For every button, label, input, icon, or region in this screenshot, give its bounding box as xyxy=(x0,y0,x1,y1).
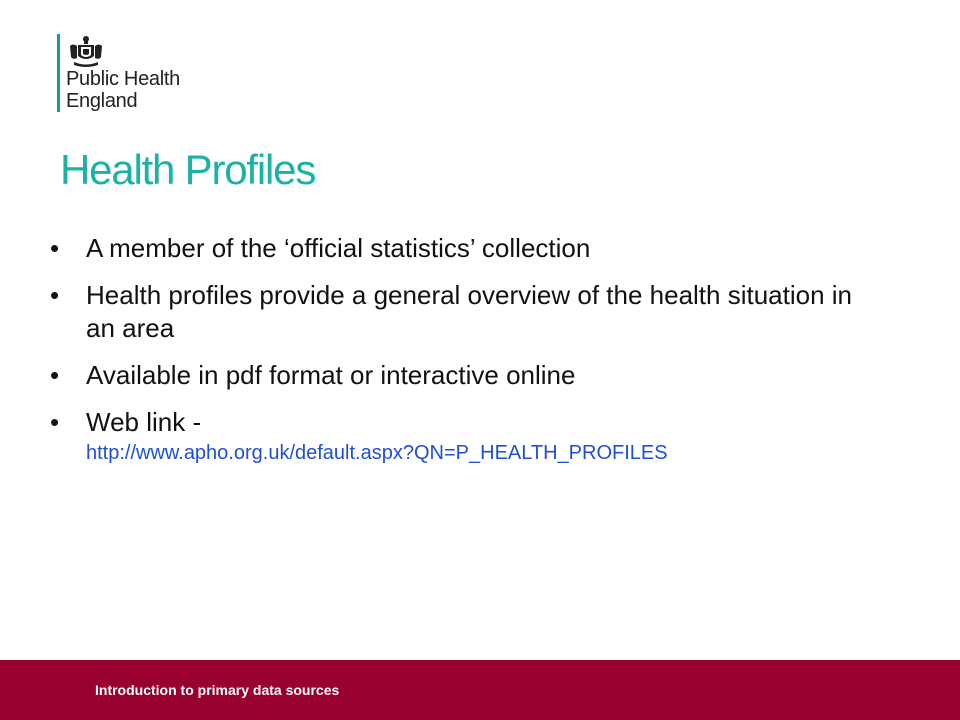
footer-bar xyxy=(0,660,960,720)
bullet-text: Available in pdf format or interactive online xyxy=(86,360,576,390)
bullet-dot: • xyxy=(50,280,60,310)
bullet-dot: • xyxy=(50,233,60,263)
bullet-text: Web link - xyxy=(86,407,202,437)
bullet-list xyxy=(48,232,888,481)
logo-rule xyxy=(57,34,60,112)
bullet-item xyxy=(48,232,888,265)
bullet-dot: • xyxy=(50,360,60,390)
bullet-item xyxy=(48,359,888,392)
royal-crest-icon xyxy=(68,34,104,68)
health-profiles-web-link[interactable]: http://www.apho.org.uk/default.aspx?QN=P_HEALTH_PROFILES xyxy=(86,442,668,464)
bullet-item xyxy=(48,406,888,467)
logo-line-2: England xyxy=(66,90,138,112)
logo-line-1: Public Health xyxy=(66,68,180,90)
bullet-item xyxy=(48,279,888,345)
footer-text: Introduction to primary data sources xyxy=(95,682,340,698)
bullet-dot: • xyxy=(50,407,60,437)
bullet-text: A member of the ‘official statistics’ collection xyxy=(86,233,591,263)
logo-content xyxy=(66,34,180,112)
slide-title: Health Profiles xyxy=(60,146,316,193)
bullet-text: Health profiles provide a general overview of the health situation in an area xyxy=(86,280,853,343)
phe-logo xyxy=(57,34,180,112)
